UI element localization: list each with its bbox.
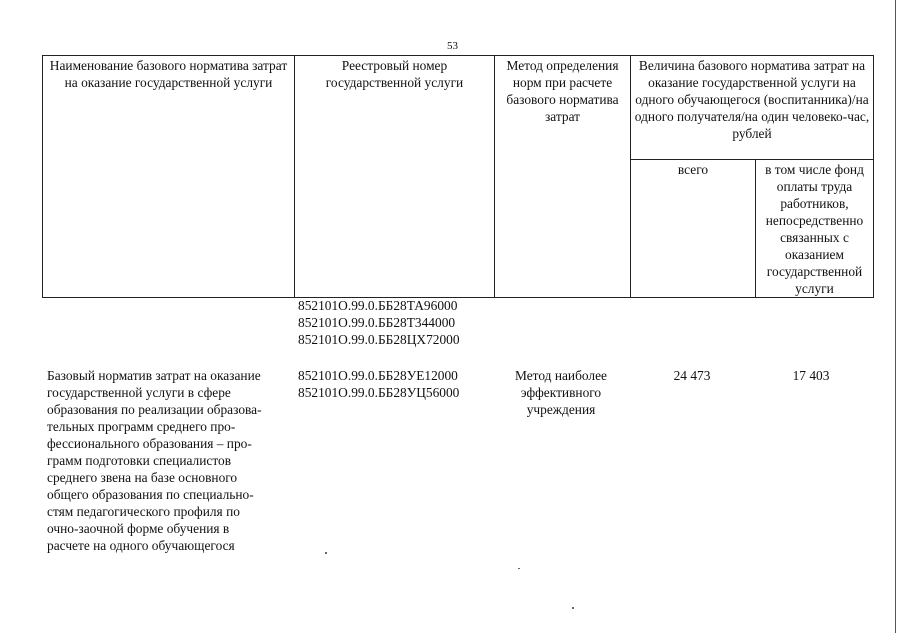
header-registry-number: Реестровый номер государственной услуги <box>295 56 495 298</box>
row-method: Метод наиболее эффективного учреждения <box>515 368 607 417</box>
row-name-line: общего образования по специально- <box>47 487 254 502</box>
row-name-line: тельных программ среднего про- <box>47 419 236 434</box>
row-total: 24 473 <box>673 368 711 383</box>
registry-code: 852101О.99.0.ББ28УЦ56000 <box>298 385 460 400</box>
continued-codes <box>298 297 496 348</box>
scan-speck <box>572 607 574 609</box>
header-labor-fund: в том числе фонд оплаты труда работников, непосредственно связанных с оказанием государственной услуги <box>756 160 874 298</box>
row-name-line: образования по реализации образова- <box>47 402 262 417</box>
row-name-line: среднего звена на базе основного <box>47 470 238 485</box>
row-name-line: грамм подготовки специалистов <box>47 453 232 468</box>
registry-code: 852101О.99.0.ББ28Т344000 <box>298 315 456 330</box>
scan-speck <box>518 568 520 569</box>
scan-edge-line <box>895 0 896 633</box>
registry-code: 852101О.99.0.ББ28ЦХ72000 <box>298 332 460 347</box>
header-value: Величина базового норматива затрат на оказание государственной услуги на одного обучающегося (воспитанника)/на одного получателя/на один человеко-час, рублей <box>631 56 874 160</box>
row-name-line: расчете на одного обучающегося <box>47 538 235 553</box>
registry-code: 852101О.99.0.ББ28УЕ12000 <box>298 368 458 383</box>
registry-code: 852101О.99.0.ББ28ТА96000 <box>298 298 458 313</box>
row-name-line: очно-заочной форме обучения в <box>47 521 230 536</box>
row-name-line: Базовый норматив затрат на оказание <box>47 368 261 383</box>
header-name: Наименование базового норматива затрат на оказание государственной услуги <box>43 56 295 298</box>
row-labor-fund: 17 403 <box>792 368 830 383</box>
page-number: 53 <box>447 40 458 52</box>
scan-speck <box>325 552 327 554</box>
row-codes <box>298 367 496 401</box>
row-name-line: стям педагогического профиля по <box>47 504 240 519</box>
header-total: всего <box>631 160 756 298</box>
norm-table-header <box>42 55 874 298</box>
row-name-line: государственной услуги в сфере <box>47 385 231 400</box>
row-name <box>47 367 293 554</box>
row-name-line: фессионального образования – про- <box>47 436 252 451</box>
header-method: Метод определения норм при расчете базового норматива затрат <box>495 56 631 298</box>
